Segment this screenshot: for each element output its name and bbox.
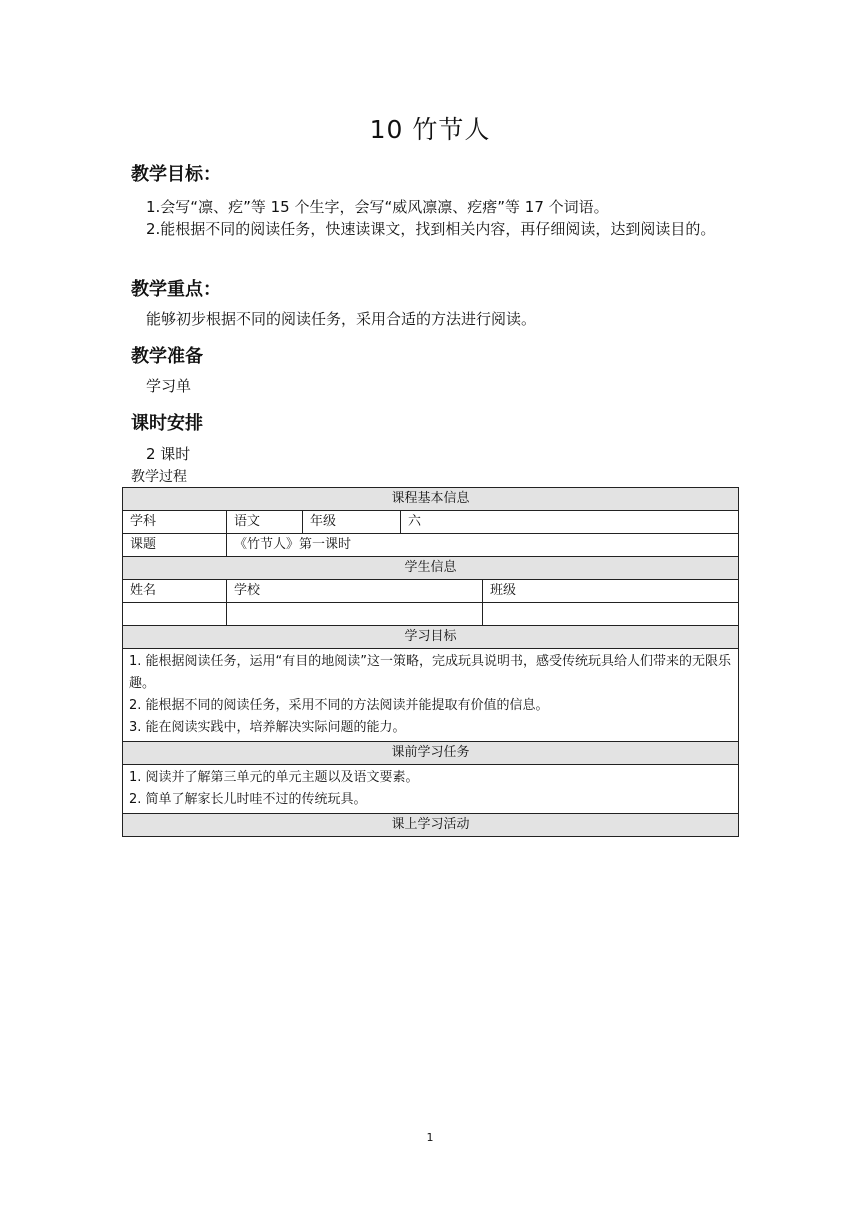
topic-label: 课题 (123, 534, 227, 557)
subject-value: 语文 (227, 511, 303, 534)
learning-goal-2: 2. 能根据不同的阅读任务，采用不同的方法阅读并能提取有价值的信息。 (129, 698, 549, 713)
course-info-table (122, 487, 739, 837)
table-row (123, 765, 739, 814)
basic-info-header: 课程基本信息 (123, 488, 739, 511)
table-row (123, 742, 739, 765)
table-row (123, 557, 739, 580)
preparation-text: 学习单 (146, 377, 192, 395)
class-value-cell[interactable] (483, 603, 739, 626)
table-row (123, 511, 739, 534)
table-row (123, 534, 739, 557)
table-row (123, 580, 739, 603)
key-points-heading: 教学重点： (131, 279, 221, 300)
grade-label: 年级 (303, 511, 401, 534)
page-number: 1 (426, 1131, 434, 1144)
objective-item-2: 2.能根据不同的阅读任务，快速读课文，找到相关内容，再仔细阅读，达到阅读目的。 (146, 220, 716, 238)
learning-goal-3: 3. 能在阅读实践中，培养解决实际问题的能力。 (129, 720, 406, 735)
learning-goal-1: 1. 能根据阅读任务，运用“有目的地阅读”这一策略，完成玩具说明书，感受传统玩具给人们带来的无限乐趣。 (129, 654, 732, 691)
pre-task-1: 1. 阅读并了解第三单元的单元主题以及语文要素。 (129, 770, 419, 785)
topic-value: 《竹节人》第一课时 (227, 534, 739, 557)
learning-goals-header: 学习目标 (123, 626, 739, 649)
class-label: 班级 (483, 580, 739, 603)
schedule-heading: 课时安排 (131, 413, 203, 434)
learning-goals-cell (123, 649, 739, 742)
name-value-cell[interactable] (123, 603, 227, 626)
school-label: 学校 (227, 580, 483, 603)
table-row (123, 603, 739, 626)
table-row (123, 649, 739, 742)
table-row (123, 814, 739, 837)
key-points-text: 能够初步根据不同的阅读任务，采用合适的方法进行阅读。 (146, 310, 537, 328)
table-row (123, 488, 739, 511)
student-info-header: 学生信息 (123, 557, 739, 580)
document-title: 10 竹节人 (369, 115, 491, 144)
pre-tasks-cell (123, 765, 739, 814)
schedule-text: 2 课时 (146, 445, 191, 463)
grade-value: 六 (401, 511, 739, 534)
pre-tasks-header: 课前学习任务 (123, 742, 739, 765)
objectives-heading: 教学目标： (131, 164, 221, 185)
process-label: 教学过程 (131, 469, 187, 485)
school-value-cell[interactable] (227, 603, 483, 626)
name-label: 姓名 (123, 580, 227, 603)
subject-label: 学科 (123, 511, 227, 534)
preparation-heading: 教学准备 (131, 346, 203, 367)
table-row (123, 626, 739, 649)
pre-task-2: 2. 简单了解家长儿时哇不过的传统玩具。 (129, 792, 367, 807)
class-activities-header: 课上学习活动 (123, 814, 739, 837)
objective-item-1: 1.会写“凛、疙”等 15 个生字，会写“威风凛凛、疙瘩”等 17 个词语。 (146, 198, 609, 216)
